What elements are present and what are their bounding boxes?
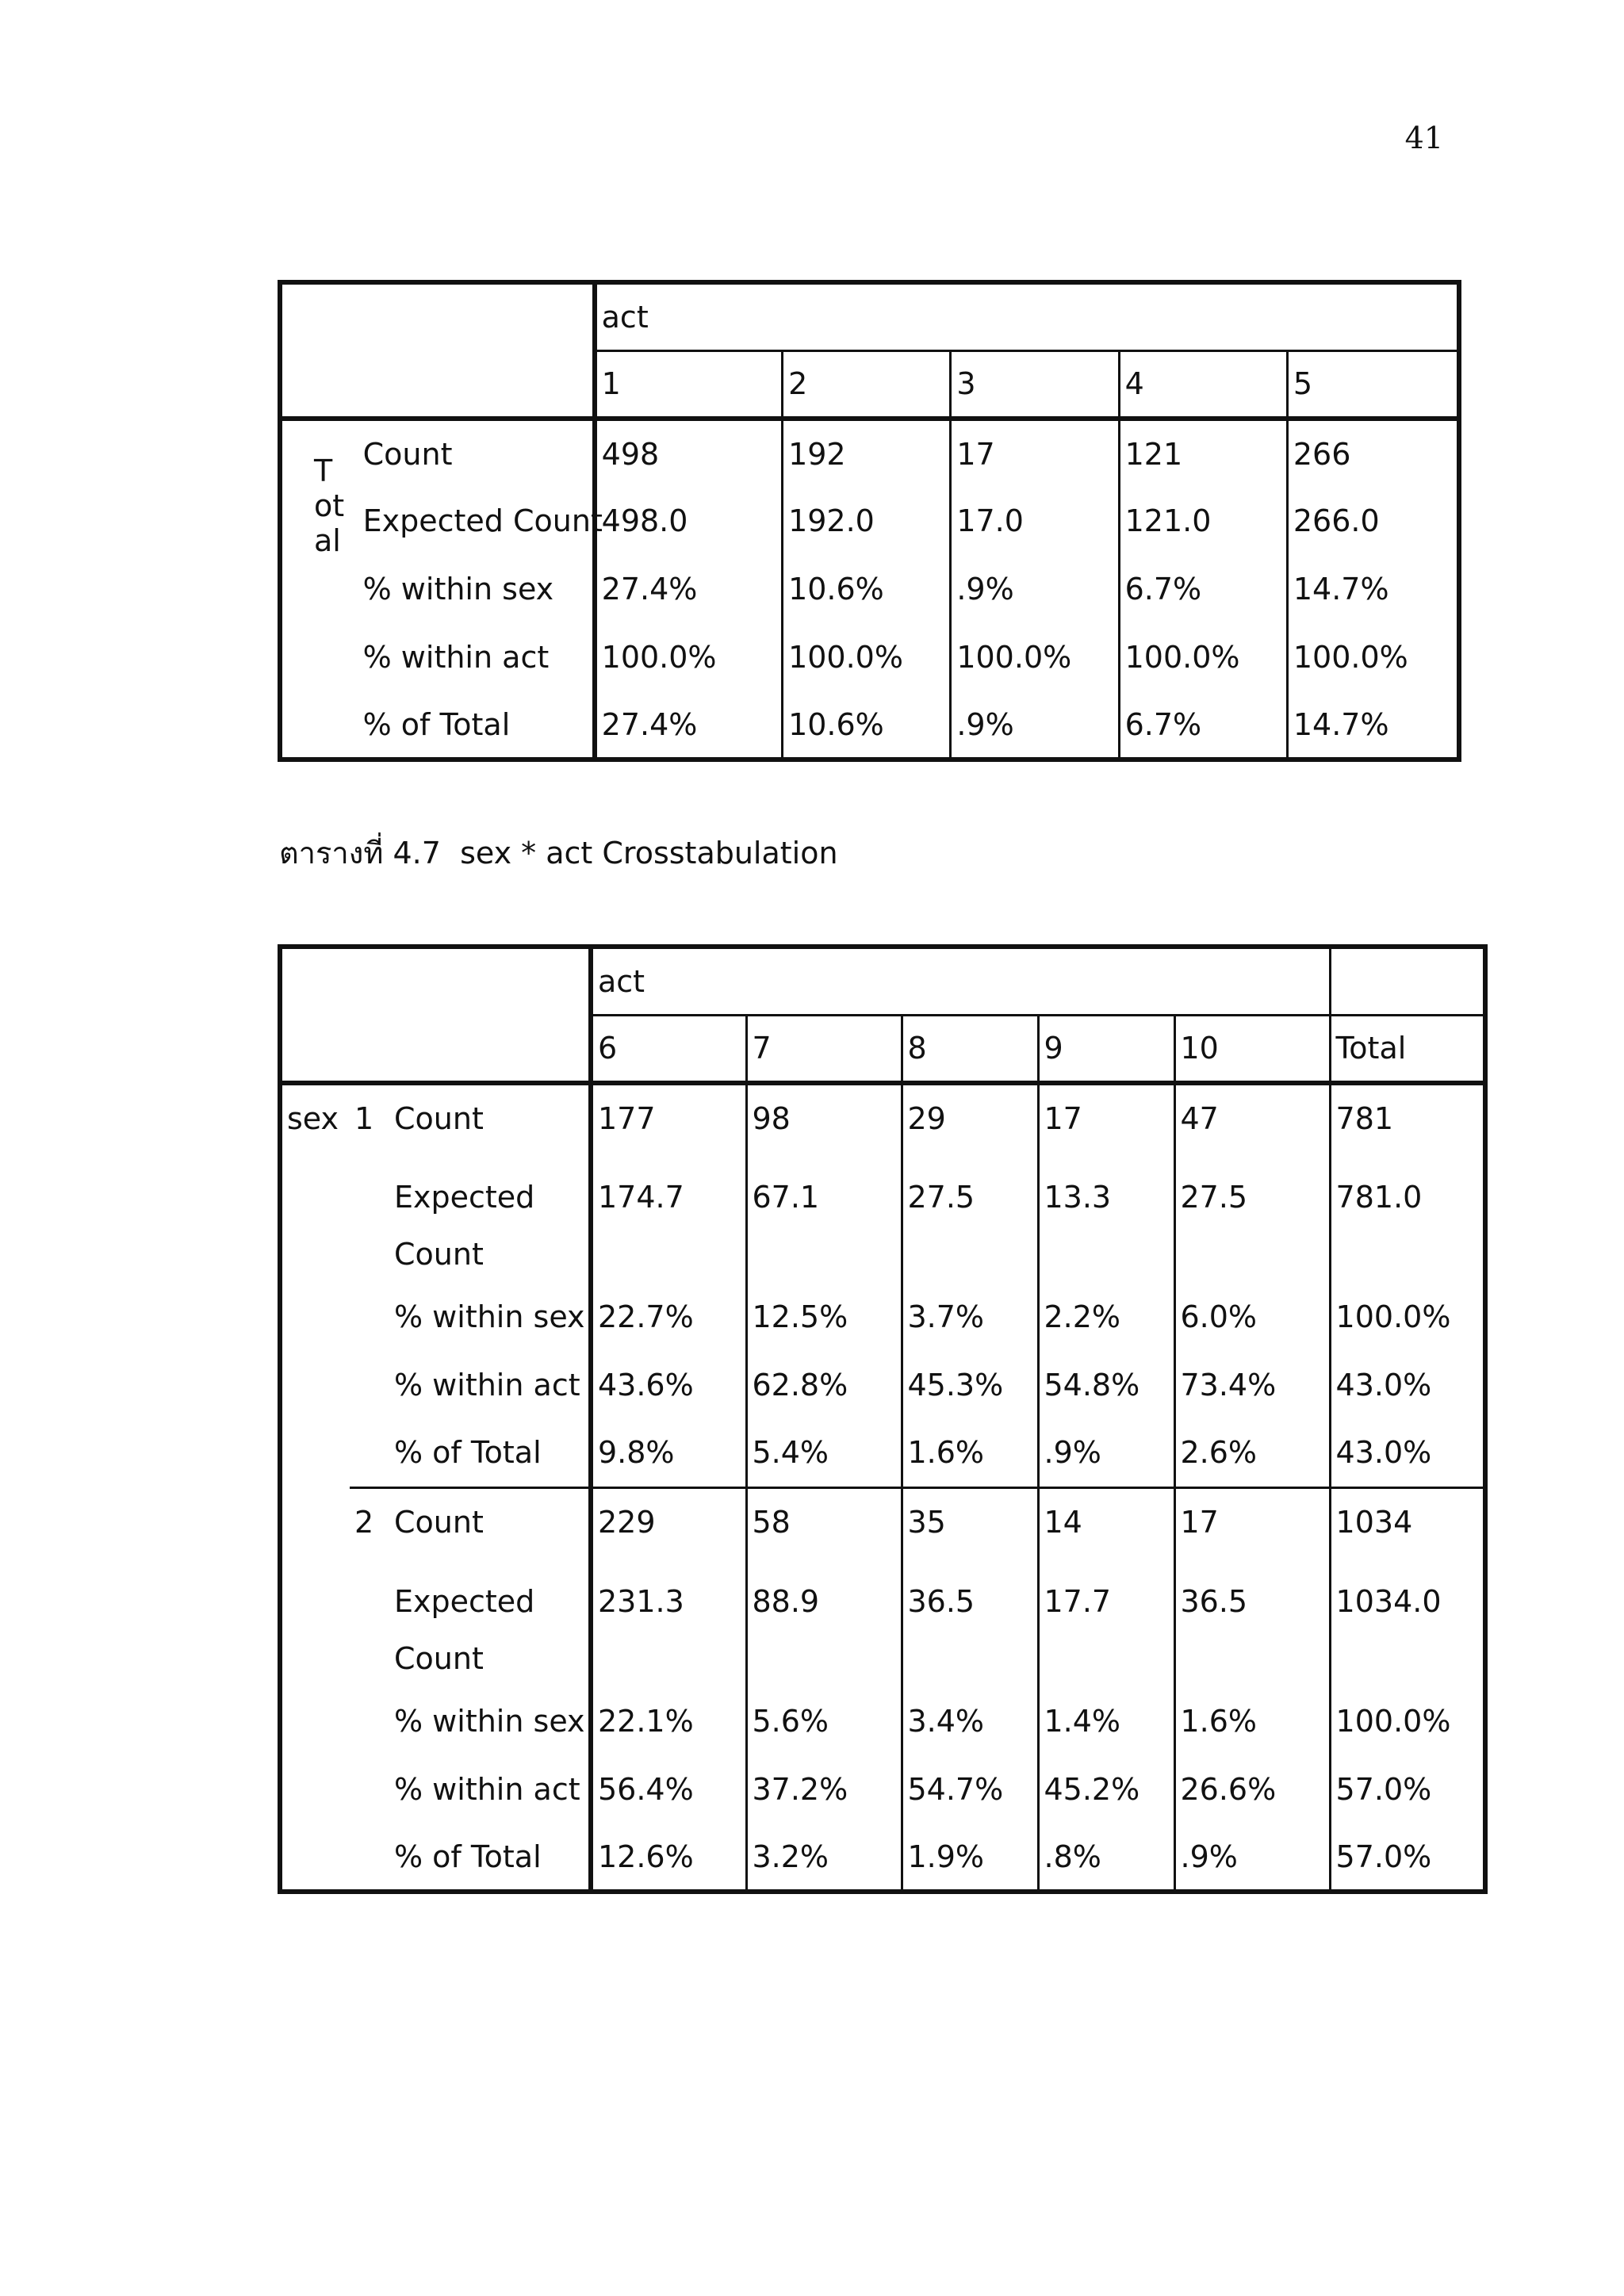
column-header: 7 (746, 1015, 902, 1083)
table-row (280, 487, 1459, 555)
crosstab-table (278, 944, 1488, 1894)
table-cell: 45.3% (902, 1351, 1038, 1419)
column-header: 9 (1038, 1015, 1174, 1083)
table-cell: 57.0% (1330, 1755, 1485, 1823)
table-row (280, 691, 1459, 760)
table-cell: 100.0% (951, 623, 1119, 691)
total-label-line: T (314, 453, 333, 488)
row-label: % of Total (394, 1435, 542, 1471)
total-label-line: al (314, 523, 341, 558)
table-cell: .8% (1038, 1823, 1174, 1892)
page-number: 41 (1404, 121, 1443, 155)
table-cell: 35 (902, 1487, 1038, 1556)
table-row (280, 419, 1459, 487)
table-cell: 3.2% (746, 1823, 902, 1892)
table-cell: 98 (746, 1083, 902, 1151)
table-cell: 9.8% (591, 1419, 746, 1487)
column-header: Total (1330, 1015, 1485, 1083)
table-cell: 27.5 (902, 1151, 1038, 1283)
table-row (280, 1556, 1485, 1687)
column-header: 6 (591, 1015, 746, 1083)
header-stub (280, 282, 595, 419)
column-header: 5 (1287, 350, 1459, 419)
table-cell: 10.6% (783, 691, 951, 760)
table-cell: 26.6% (1174, 1755, 1330, 1823)
table-cell: 54.8% (1038, 1351, 1174, 1419)
table-cell: 17.7 (1038, 1556, 1174, 1687)
row-variable-label: sex (287, 1101, 339, 1136)
table-cell: 58 (746, 1487, 902, 1556)
table-cell: 73.4% (1174, 1351, 1330, 1419)
table-cell: 100.0% (1330, 1283, 1485, 1351)
table-cell: 121 (1119, 419, 1287, 487)
table-row (280, 1687, 1485, 1755)
table-cell: .9% (1174, 1823, 1330, 1892)
table-cell: 6.7% (1119, 691, 1287, 760)
row-label: Count (389, 1487, 591, 1556)
row-label: Count (394, 1100, 484, 1136)
caption-prefix: ตารางที่ 4.7 (279, 836, 441, 871)
row-label: % within act (394, 1772, 580, 1807)
table-cell: 12.6% (591, 1823, 746, 1892)
table-cell: 43.6% (591, 1351, 746, 1419)
table-cell: 2.6% (1174, 1419, 1330, 1487)
table-cell: 5.6% (746, 1687, 902, 1755)
total-header-blank (1330, 947, 1485, 1015)
table-cell: 45.2% (1038, 1755, 1174, 1823)
table-row (280, 1487, 1485, 1556)
table-row (280, 1351, 1485, 1419)
table-cell: 13.3 (1038, 1151, 1174, 1283)
crosstab-table-continued (278, 280, 1461, 762)
table-cell: 54.7% (902, 1755, 1038, 1823)
table-cell: 266.0 (1287, 487, 1459, 555)
table-cell: 22.1% (591, 1687, 746, 1755)
table-cell: 3.7% (902, 1283, 1038, 1351)
table-cell: 100.0% (595, 623, 783, 691)
table-cell: .9% (1038, 1419, 1174, 1487)
table-cell: 47 (1174, 1083, 1330, 1151)
table-cell: 781 (1330, 1083, 1485, 1151)
table-cell: 17 (951, 419, 1119, 487)
table-cell: 27.4% (595, 555, 783, 623)
row-label: % of Total (394, 1839, 542, 1874)
row-label: % within sex (358, 555, 595, 623)
table-cell: 37.2% (746, 1755, 902, 1823)
table-cell: 1.6% (902, 1419, 1038, 1487)
header-stub (280, 947, 591, 1083)
column-variable-label: act (591, 947, 1330, 1015)
table-cell: 36.5 (1174, 1556, 1330, 1687)
table-cell: 498 (595, 419, 783, 487)
table-cell: 3.4% (902, 1687, 1038, 1755)
table-cell: 229 (591, 1487, 746, 1556)
group-level-label: 1 (354, 1101, 374, 1136)
table-cell: 14.7% (1287, 691, 1459, 760)
table-cell: 100.0% (783, 623, 951, 691)
table-cell: 29 (902, 1083, 1038, 1151)
row-label: Expected Count (394, 1584, 535, 1676)
table-cell: 14.7% (1287, 555, 1459, 623)
table-cell: 57.0% (1330, 1823, 1485, 1892)
table-cell: 27.4% (595, 691, 783, 760)
table-cell: 56.4% (591, 1755, 746, 1823)
column-header: 2 (783, 350, 951, 419)
table-row (280, 1283, 1485, 1351)
table-cell: 1.6% (1174, 1687, 1330, 1755)
table-cell: 192 (783, 419, 951, 487)
row-label: % of Total (358, 691, 595, 760)
table-cell: 266 (1287, 419, 1459, 487)
table-row (280, 1823, 1485, 1892)
row-label: % within act (358, 623, 595, 691)
table-cell: 781.0 (1330, 1151, 1485, 1283)
row-label: Count (358, 419, 595, 487)
table-row (280, 1083, 1485, 1151)
table-cell: 498.0 (595, 487, 783, 555)
table-cell: 14 (1038, 1487, 1174, 1556)
table-cell: 121.0 (1119, 487, 1287, 555)
table-cell: 192.0 (783, 487, 951, 555)
column-header: 10 (1174, 1015, 1330, 1083)
table-cell: 88.9 (746, 1556, 902, 1687)
table-cell: 17 (1038, 1083, 1174, 1151)
table-header-row (280, 947, 1485, 1015)
row-label: Expected Count (394, 1180, 535, 1272)
table-cell: 1034.0 (1330, 1556, 1485, 1687)
table-cell: 2.2% (1038, 1283, 1174, 1351)
row-label: % within sex (394, 1704, 585, 1739)
column-header: 4 (1119, 350, 1287, 419)
table-caption (279, 828, 838, 877)
table-cell: 22.7% (591, 1283, 746, 1351)
total-group-label (280, 419, 358, 760)
table-row (280, 555, 1459, 623)
column-header: 8 (902, 1015, 1038, 1083)
row-label: Expected Count (358, 487, 595, 555)
table-row (280, 623, 1459, 691)
table-cell: 43.0% (1330, 1419, 1485, 1487)
group-level-label: 2 (350, 1487, 389, 1892)
table-cell: 1.9% (902, 1823, 1038, 1892)
table-cell: 62.8% (746, 1351, 902, 1419)
column-variable-label: act (595, 282, 1459, 350)
table-cell: 43.0% (1330, 1351, 1485, 1419)
table-cell: 36.5 (902, 1556, 1038, 1687)
table-cell: 100.0% (1119, 623, 1287, 691)
table-header-row (280, 282, 1459, 350)
table-cell: 1034 (1330, 1487, 1485, 1556)
table-cell: 17.0 (951, 487, 1119, 555)
total-label-line: ot (314, 488, 345, 523)
table-cell: 231.3 (591, 1556, 746, 1687)
table-cell: 174.7 (591, 1151, 746, 1283)
table-cell: .9% (951, 555, 1119, 623)
table-cell: 67.1 (746, 1151, 902, 1283)
table-row (280, 1419, 1485, 1487)
table-cell: 27.5 (1174, 1151, 1330, 1283)
caption-title: sex * act Crosstabulation (460, 836, 838, 871)
table-cell: 17 (1174, 1487, 1330, 1556)
column-header: 1 (595, 350, 783, 419)
table-row (280, 1151, 1485, 1283)
table-cell: 12.5% (746, 1283, 902, 1351)
row-label: % within sex (394, 1299, 585, 1334)
table-cell: 100.0% (1330, 1687, 1485, 1755)
table-cell: 1.4% (1038, 1687, 1174, 1755)
table-row (280, 1755, 1485, 1823)
table-cell: .9% (951, 691, 1119, 760)
table-cell: 177 (591, 1083, 746, 1151)
table-cell: 100.0% (1287, 623, 1459, 691)
column-header: 3 (951, 350, 1119, 419)
table-cell: 6.7% (1119, 555, 1287, 623)
table-cell: 6.0% (1174, 1283, 1330, 1351)
table-cell: 5.4% (746, 1419, 902, 1487)
table-cell: 10.6% (783, 555, 951, 623)
row-label: % within act (394, 1368, 580, 1402)
